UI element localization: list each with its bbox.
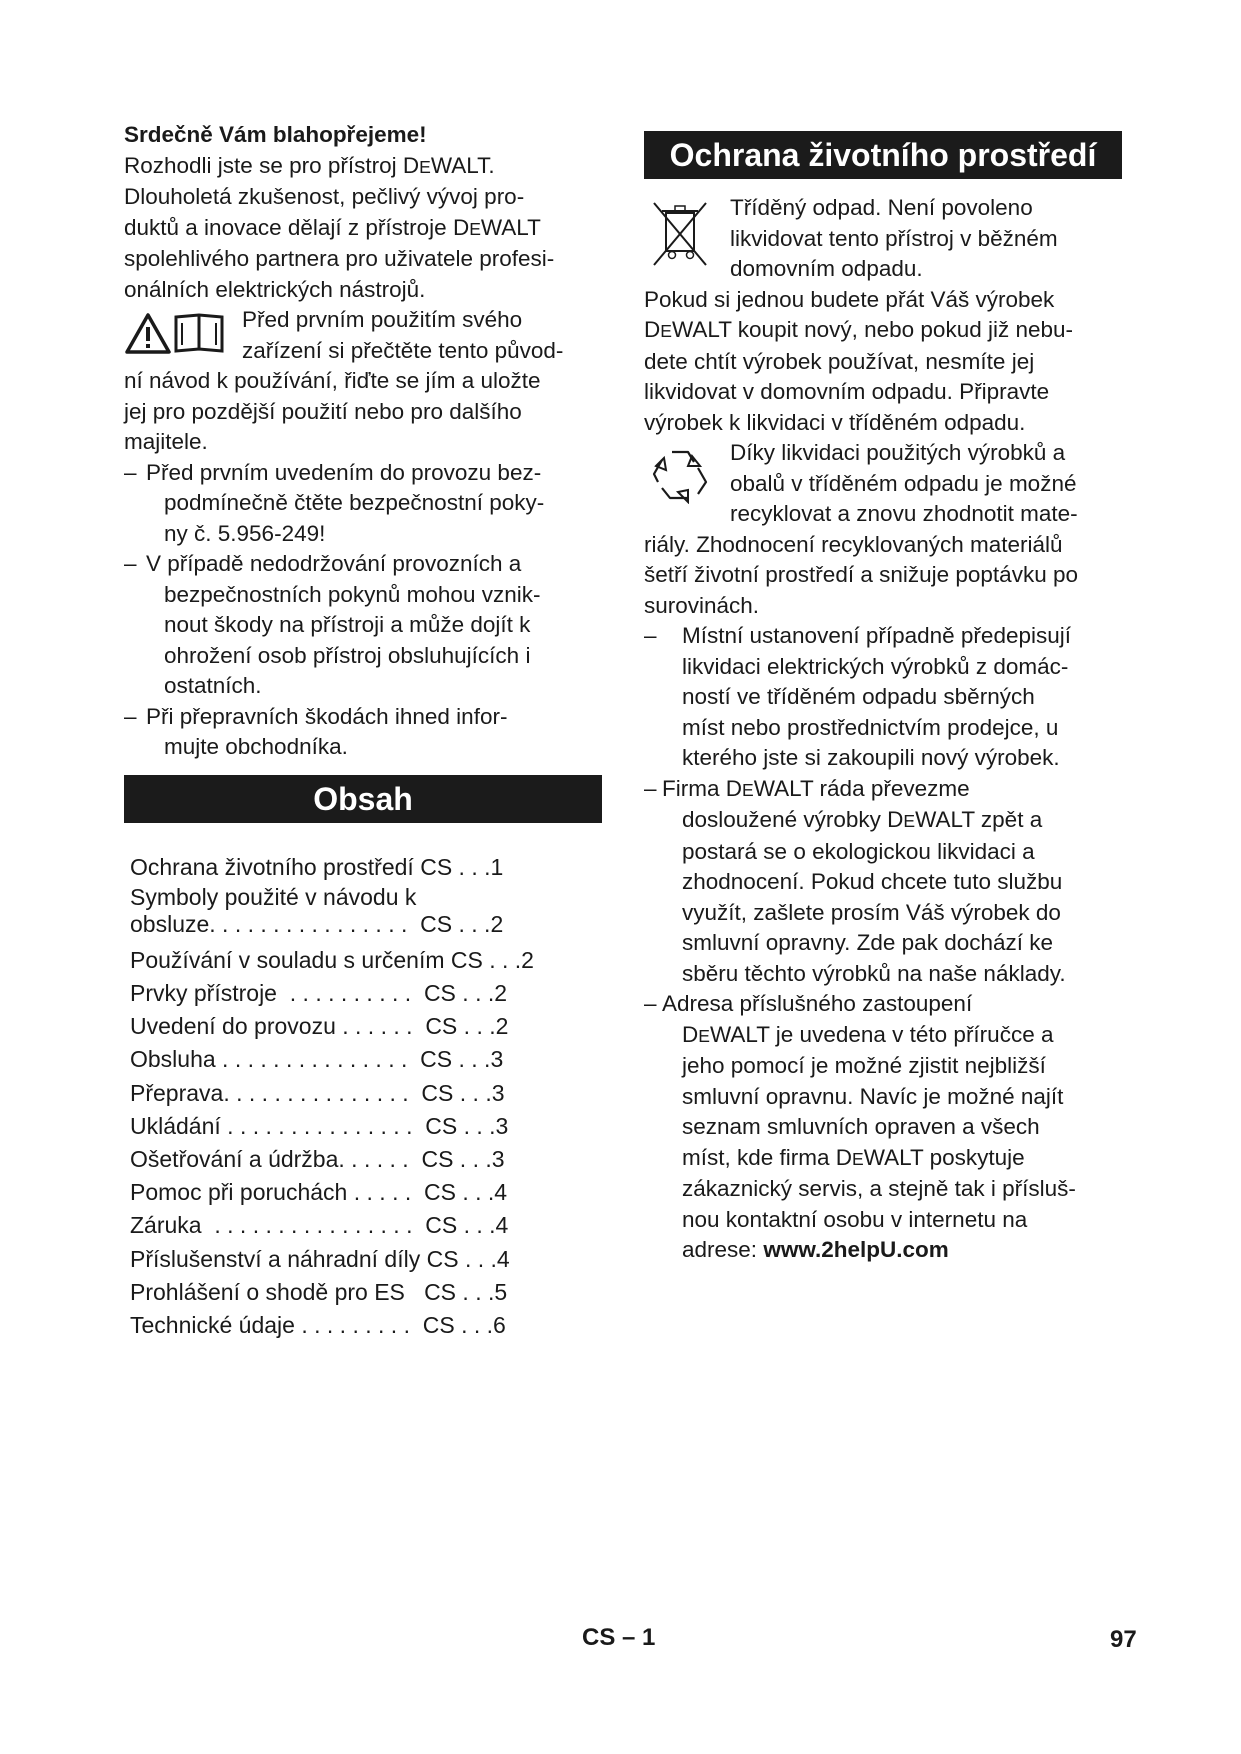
bullet-line: mujte obchodníka. <box>164 734 348 759</box>
recycle-line: Díky likvidaci použitých výrobků a <box>730 440 1066 465</box>
address-prefix: adrese: <box>682 1237 764 1262</box>
bullet-item <box>124 702 602 763</box>
bullet-line: Při přepravních škodách ihned infor- <box>146 703 508 729</box>
bullet-line: nou kontaktní osobu v internetu na <box>682 1206 1028 1232</box>
bullet-line: V případě nedodržování provozních a <box>146 551 522 576</box>
bullet-line: jeho pomocí je možné zjistit nejbližší <box>682 1053 1046 1078</box>
bullet-dash: – <box>124 703 137 729</box>
toc-entry[interactable]: Ukládání . . . . . . . . . . . . . . . CS . . .3 <box>130 1112 509 1139</box>
intro-paragraph <box>124 151 602 306</box>
bullet-line: míst, kde firma DEWALT poskytuje <box>682 1144 1025 1170</box>
recycle-paragraph <box>644 438 1122 621</box>
waste-line: DEWALT koupit nový, nebo pokud již nebu- <box>644 317 1074 342</box>
bullet-line: seznam smluvních opraven a všech <box>682 1114 1040 1139</box>
toc-entry[interactable]: Prohlášení o shodě pro ES CS . . .5 <box>130 1278 508 1305</box>
bullet-item <box>124 549 602 702</box>
right-column <box>644 131 1122 1266</box>
bullet-line: využít, zašlete prosím Váš výrobek do <box>682 899 1061 925</box>
intro-line: Rozhodli jste se pro přístroj DEWALT. <box>124 152 495 178</box>
toc-entry[interactable]: Ochrana životního prostředí CS . . .1 <box>130 853 504 880</box>
toc-entry[interactable]: Příslušenství a náhradní díly CS . . .4 <box>130 1245 510 1272</box>
bullet-line: postará se o ekologickou likvidaci a <box>682 838 1035 864</box>
bullet-line: Místní ustanovení případně předepisují <box>682 623 1071 648</box>
bullet-item <box>644 989 1122 1266</box>
address-line <box>682 1235 1122 1266</box>
waste-line: domovním odpadu. <box>730 256 923 281</box>
page-number: 97 <box>1110 1626 1137 1653</box>
recycle-line: obalů v tříděném odpadu je možné <box>730 470 1077 496</box>
waste-line: Tříděný odpad. Není povoleno <box>730 195 1033 220</box>
toc-entry[interactable]: Záruka . . . . . . . . . . . . . . . . CS . . .4 <box>130 1212 509 1239</box>
manual-paragraph <box>124 305 602 458</box>
left-column <box>124 120 602 1342</box>
disposal-bullets <box>644 621 1122 1266</box>
toc-title: Obsah <box>124 775 602 823</box>
bullet-dash: – <box>124 551 137 576</box>
waste-line: výrobek k likvidaci v tříděném odpadu. <box>644 409 1026 435</box>
bullet-line: míst nebo prostřednictvím prodejce, u <box>682 714 1059 740</box>
bullet-dash: – <box>644 623 657 648</box>
toc-entry[interactable]: Přeprava. . . . . . . . . . . . . . . CS . . .3 <box>130 1079 505 1106</box>
bullet-dash: – <box>644 991 657 1016</box>
manual-line: majitele. <box>124 429 208 454</box>
bullet-line: zákaznický servis, a stejně tak i přísluš- <box>682 1176 1076 1201</box>
warning-manual-icon <box>124 307 228 357</box>
bullet-line: Před prvním uvedením do provozu bez- <box>146 459 542 485</box>
bullet-line: ohrožení osob přístroj obsluhujících i <box>164 642 531 668</box>
manual-line: zařízení si přečtěte tento původ- <box>242 337 564 363</box>
intro-line: spolehlivého partnera pro uživatele profesi- <box>124 246 555 271</box>
bullet-line: podmínečně čtěte bezpečnostní poky- <box>164 490 545 515</box>
bullet-item <box>124 458 602 550</box>
bullet-line: DEWALT je uvedena v této příručce a <box>682 1021 1054 1047</box>
bullet-line: zhodnocení. Pokud chcete tuto službu <box>682 869 1063 894</box>
intro-line: duktů a inovace dělají z přístroje DEWALT <box>124 214 541 240</box>
bullet-line: smluvní opravnu. Navíc je možné najít <box>682 1083 1064 1109</box>
toc-entry[interactable]: Obsluha . . . . . . . . . . . . . . . CS . . .3 <box>130 1046 504 1073</box>
bullet-line: Firma DEWALT ráda převezme <box>662 775 970 801</box>
greeting-title: Srdečně Vám blahopřejeme! <box>124 122 427 147</box>
manual-line: Před prvním použitím svého <box>242 307 523 332</box>
recycle-line: riály. Zhodnocení recyklovaných materiálů <box>644 531 1063 557</box>
bullet-item <box>644 774 1122 990</box>
crossed-bin-icon <box>650 197 710 275</box>
recycle-line: surovinách. <box>644 592 760 618</box>
bullet-line: likvidaci elektrických výrobků z domác- <box>682 653 1069 679</box>
manual-line: ní návod k používání, řiďte se jím a uložte <box>124 368 541 393</box>
recycle-line: šetří životní prostředí a snižuje poptávku po <box>644 562 1078 587</box>
toc-entry[interactable]: Ošetřování a údržba. . . . . . CS . . .3 <box>130 1145 505 1172</box>
waste-line: likvidovat v domovním odpadu. Připravte <box>644 379 1050 404</box>
waste-line: likvidovat tento přístroj v běžném <box>730 225 1058 251</box>
environment-title: Ochrana životního prostředí <box>644 131 1122 179</box>
waste-line: dete chtít výrobek používat, nesmíte jej <box>644 348 1035 374</box>
toc-entry[interactable]: Prvky přístroje . . . . . . . . . . CS . . .2 <box>130 979 508 1006</box>
toc-entry[interactable]: Pomoc při poruchách . . . . . CS . . .4 <box>130 1179 508 1206</box>
toc-entry[interactable]: Uvedení do provozu . . . . . . CS . . .2 <box>130 1013 509 1040</box>
bullet-line: sběru těchto výrobků na naše náklady. <box>682 960 1066 986</box>
bullet-line: kterého jste si zakoupili nový výrobek. <box>682 745 1060 770</box>
section-page-label: CS – 1 <box>582 1624 656 1651</box>
waste-paragraph <box>644 193 1122 438</box>
bullet-line: ností ve tříděném odpadu sběrných <box>682 684 1035 709</box>
safety-bullets <box>124 458 602 763</box>
bullet-line: ny č. 5.956-249! <box>164 520 326 546</box>
bullet-line: nout škody na přístroji a může dojít k <box>164 612 531 637</box>
bullet-item <box>644 621 1122 774</box>
bullet-line: ostatních. <box>164 673 262 698</box>
bullet-line: dosloužené výrobky DEWALT zpět a <box>682 807 1043 832</box>
bullet-dash: – <box>644 775 657 801</box>
recycle-line: recyklovat a znovu zhodnotit mate- <box>730 501 1078 526</box>
intro-line: onálních elektrických nástrojů. <box>124 276 426 302</box>
toc-entry[interactable]: Symboly použité v návodu k obsluze. . . . . . . . . . . . . . . . CS . . .2 <box>130 883 504 937</box>
bullet-line: Adresa příslušného zastoupení <box>662 991 973 1016</box>
table-of-contents <box>124 851 602 1343</box>
toc-entry[interactable]: Používání v souladu s určením CS . . .2 <box>130 946 534 973</box>
manual-line: jej pro pozdější použití nebo pro dalšího <box>124 398 522 424</box>
address-link[interactable]: www.2helpU.com <box>763 1237 949 1262</box>
recycle-icon <box>648 444 712 504</box>
bullet-dash: – <box>124 459 137 485</box>
toc-entry[interactable]: Technické údaje . . . . . . . . . CS . . .6 <box>130 1311 506 1338</box>
waste-line: Pokud si jednou budete přát Váš výrobek <box>644 286 1055 312</box>
intro-line: Dlouholetá zkušenost, pečlivý vývoj pro- <box>124 184 525 209</box>
bullet-line: bezpečnostních pokynů mohou vznik- <box>164 581 541 607</box>
bullet-line: smluvní opravny. Zde pak dochází ke <box>682 930 1054 955</box>
